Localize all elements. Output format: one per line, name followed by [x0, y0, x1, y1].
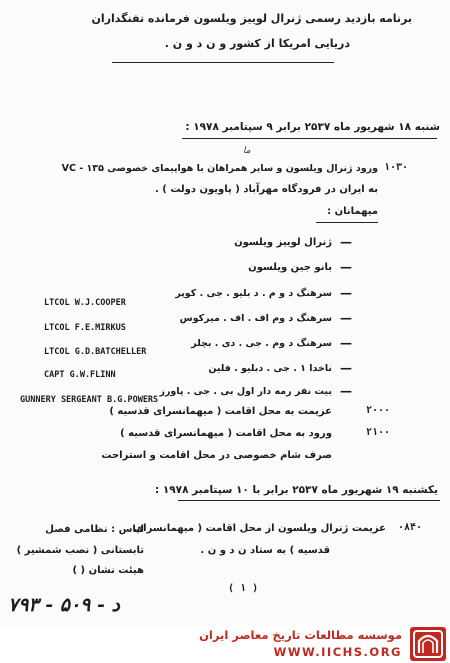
guest-name-fa: سرهنگ د وم اف . اف . میرکوس	[179, 313, 332, 324]
guest-name-en: LTCOL G.D.BATCHELLER	[44, 347, 147, 357]
guest-name-fa: سرهنگ د و م . د بلیو . جی . کوپر	[175, 288, 332, 299]
institute-logo-icon	[410, 627, 446, 661]
entry-2-text: عزیمت به محل اقامت ( میهمانسرای قدسیه )	[109, 406, 332, 417]
dress-note-line-2: تابستانی ( نصب شمشیر )	[16, 545, 144, 556]
guest-name-fa: سرهنگ د وم . جی . دی . بچلر	[191, 338, 332, 349]
entry-3-note: صرف شام خصوصی در محل اقامت و استراحت	[101, 450, 332, 461]
document-title-line-2: دریایی امریکا از کشور و ن د و ن .	[164, 37, 350, 50]
guest-name-en: CAPT G.W.FLINN	[44, 370, 116, 380]
handwritten-archive-code: د - ۵۰۹ - ۷۹۳	[8, 594, 120, 616]
institute-url-link[interactable]: WWW.IICHS.ORG	[273, 645, 402, 659]
guests-label-underline	[316, 222, 378, 223]
date-heading-2-underline	[178, 500, 440, 501]
entry-4-time: ۰۸۴۰	[398, 522, 423, 533]
list-dash: —	[340, 384, 352, 398]
entry-4-text-line-1: عزیمت ژنرال ویلسون از محل اقامت ( میهمانسرای	[133, 523, 386, 534]
guest-name-fa: بانو جین ویلسون	[248, 262, 332, 273]
entry-3-text: ورود به محل اقامت ( میهمانسرای قدسیه )	[120, 428, 332, 439]
page-number: ( ۱ )	[228, 583, 259, 594]
guest-name-en: GUNNERY SERGEANT B.G.POWERS	[20, 395, 159, 405]
guest-name-fa: بیت نفر رمه دار اول بی . جی . پاورز	[159, 386, 332, 397]
entry-3-time: ۲۱۰۰	[366, 427, 391, 438]
dress-note-line-1: لباس : نظامی فصل	[45, 524, 144, 535]
guest-name-fa: ناخدا ۱ . جی . دبلیو . فلین	[208, 363, 332, 374]
guest-name-fa: ژنرال لوییز ویلسون	[234, 237, 332, 248]
list-dash: —	[340, 311, 352, 325]
guest-name-en: LTCOL F.E.MIRKUS	[44, 323, 126, 333]
date-heading-1-underline	[182, 138, 437, 139]
title-underline	[112, 62, 334, 63]
list-dash: —	[340, 336, 352, 350]
entry-4-text-line-2: قدسیه ) به ستاد ن د و ن .	[200, 545, 330, 556]
dress-note-line-3: هیئت نشان ( )	[72, 565, 144, 576]
date-heading-sunday: یکشنبه ۱۹ شهریور ماه ۲۵۳۷ برابر با ۱۰ سپتامبر ۱۹۷۸ :	[155, 484, 438, 496]
institute-name: موسسه مطالعات تاریخ معاصر ایران	[199, 628, 402, 642]
date-heading-saturday: شنبه ۱۸ شهریور ماه ۲۵۳۷ برابر ۹ سپتامبر ۱۹۷۸ :	[185, 121, 440, 133]
document-title-line-1: برنامه بازدید رسمی ژنرال لوییز ویلسون فرمانده تفنگداران	[91, 12, 412, 25]
entry-1-text-line-1: ورود ژنرال ویلسون و سایر همراهان با هواپیمای خصوصی ۱۳۵ - VC	[61, 163, 378, 174]
entry-1-text-line-2: به ایران در فرودگاه مهرآباد ( پاویون دولت ) .	[155, 184, 378, 195]
handwritten-mark: ما	[243, 146, 251, 156]
guests-label: میهمانان :	[327, 206, 378, 217]
list-dash: —	[340, 361, 352, 375]
entry-2-time: ۲۰۰۰	[366, 405, 391, 416]
list-dash: —	[340, 260, 352, 274]
guest-name-en: LTCOL W.J.COOPER	[44, 298, 126, 308]
list-dash: —	[340, 235, 352, 249]
entry-1-time: ۱۰۳۰	[384, 162, 409, 173]
list-dash: —	[340, 286, 352, 300]
